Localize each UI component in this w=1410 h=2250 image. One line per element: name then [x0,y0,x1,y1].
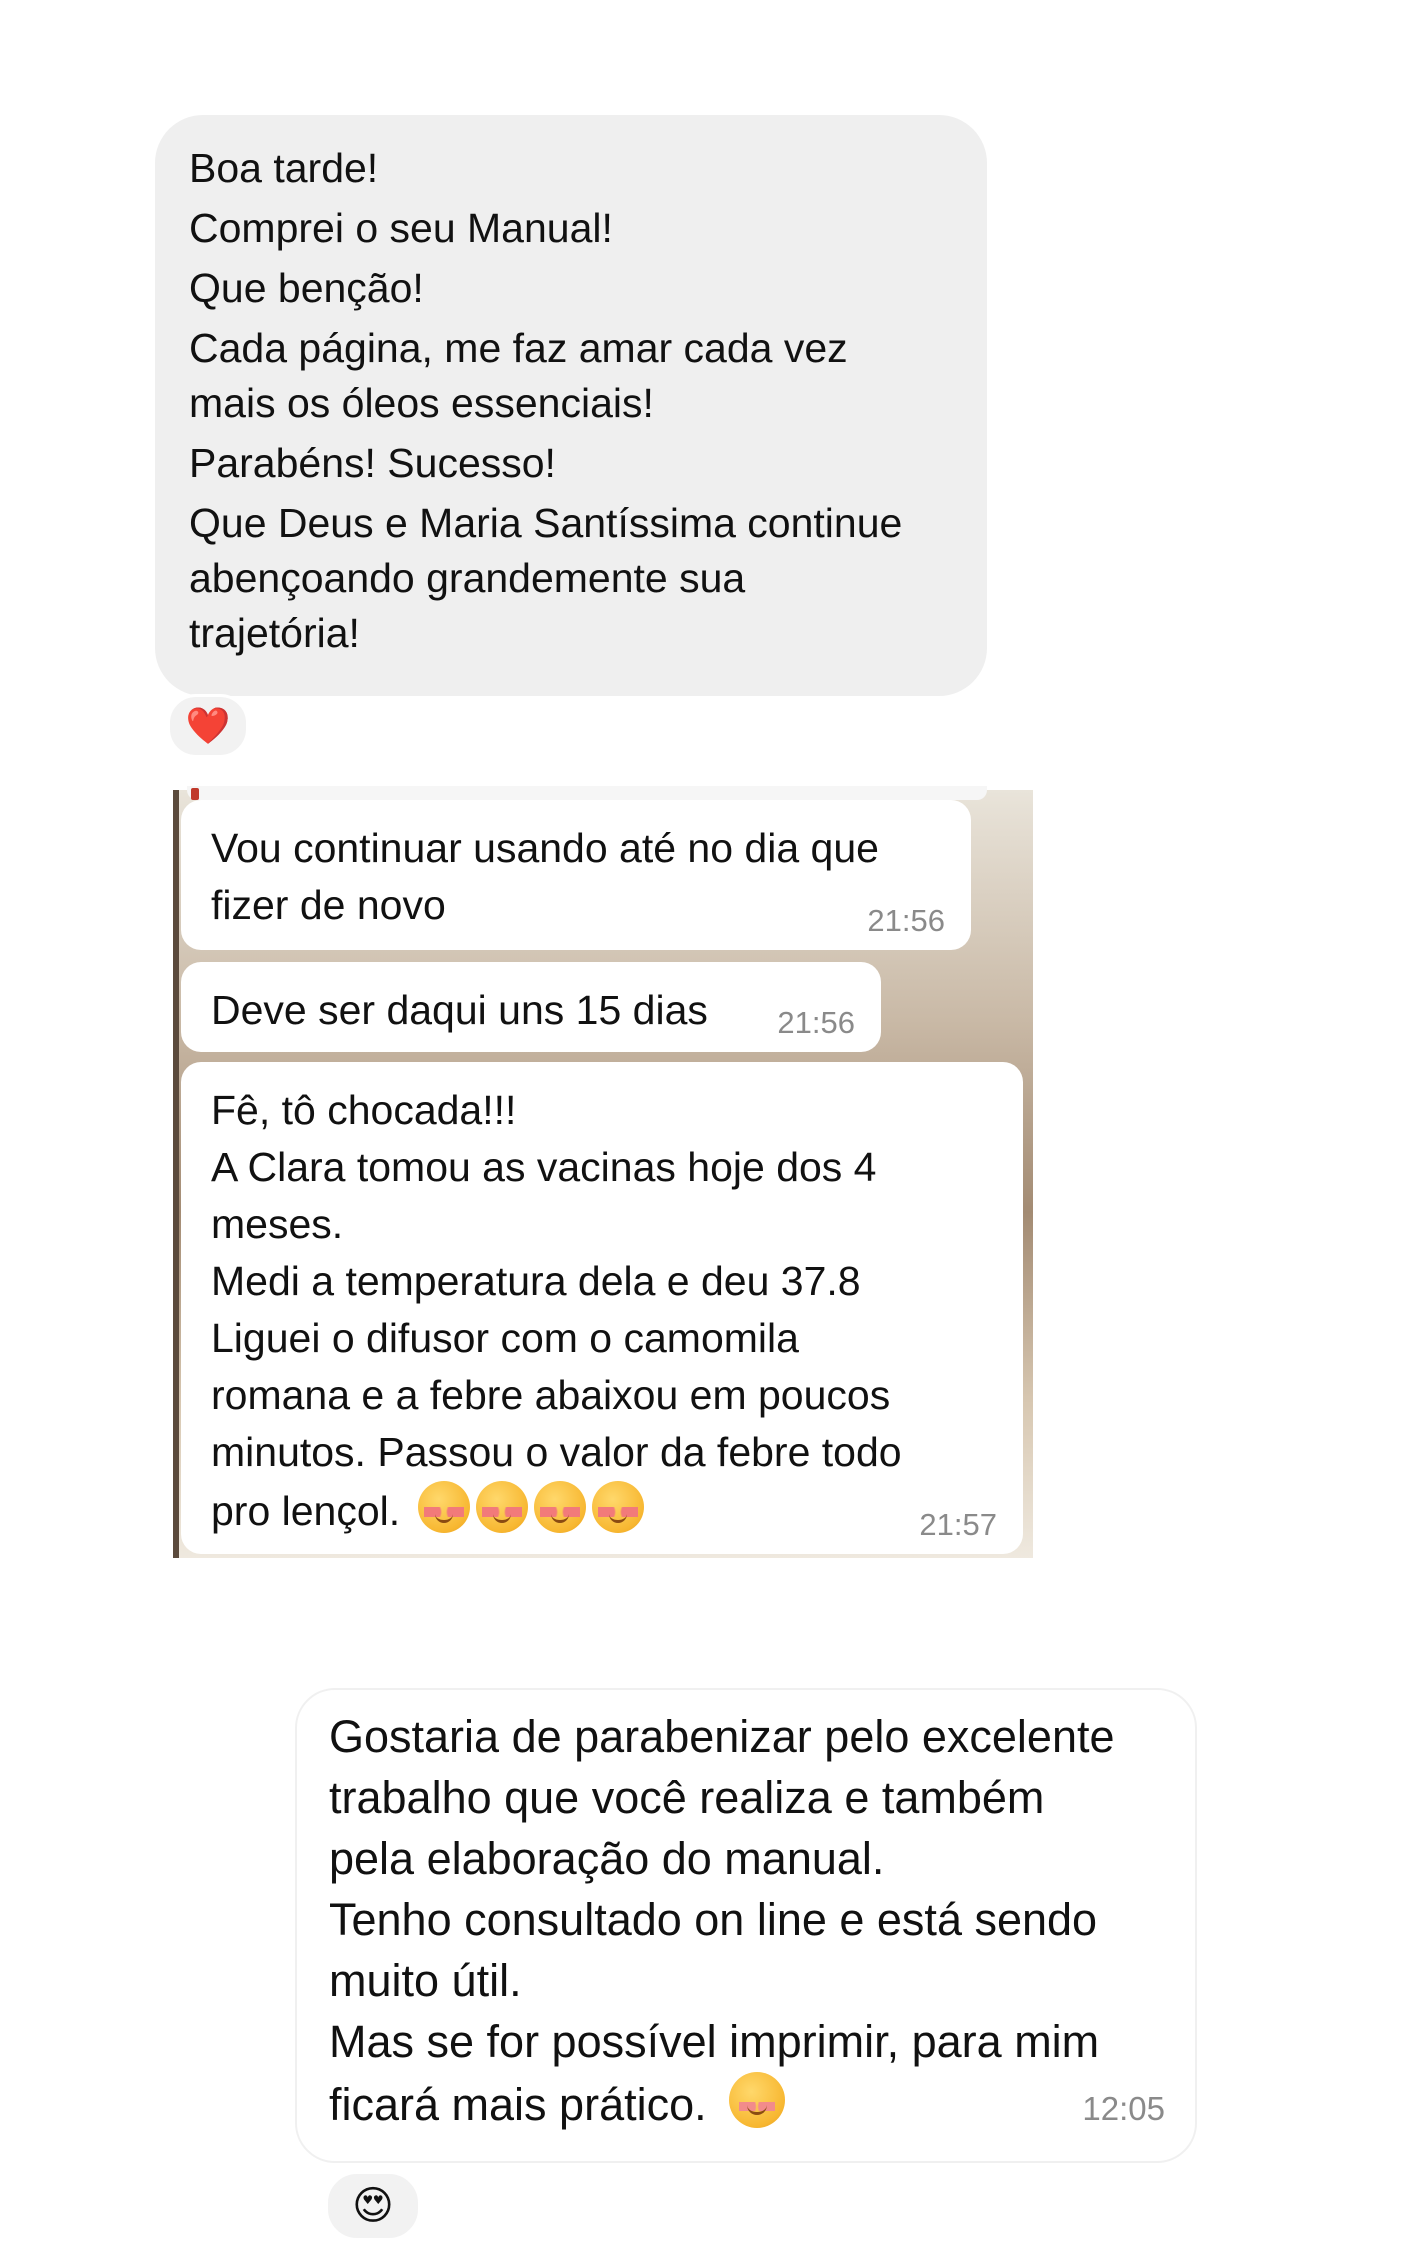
message-timestamp: 21:57 [919,1507,997,1542]
message-bubble [155,115,987,696]
message-paragraph [189,201,953,256]
message-line: Gostaria de parabenizar pelo excelente [329,1711,1115,1762]
previous-message-edge [187,786,987,800]
message-line: Medi a temperatura dela e deu 37.8 [211,1258,861,1304]
message-line: abençoando grandemente sua [189,555,746,601]
message-line: A Clara tomou as vacinas hoje dos 4 [211,1144,877,1190]
chat-message [181,1062,1023,1554]
heart-eyes-icon[interactable] [325,2171,421,2241]
testimonial-2-whatsapp-screenshot [173,790,1033,1570]
message-line: meses. [211,1201,344,1247]
message-line: muito útil. [329,1955,522,2006]
reply-accent-mark [191,788,199,800]
message-line: Comprei o seu Manual! [189,205,613,251]
message-line-with-emoji [211,1481,995,1540]
message-timestamp: 21:56 [867,903,945,938]
smiling-face-with-hearts-icon [476,1481,528,1533]
message-paragraph [189,436,953,491]
message-line: Fê, tô chocada!!! [211,1087,517,1133]
reaction-emoji: ❤️ [185,705,231,746]
reaction-emoji: 😍 [352,2184,394,2228]
message-line: Boa tarde! [189,145,379,191]
chat-message [181,962,881,1052]
message-line: Que Deus e Maria Santíssima continue [189,500,903,546]
emoji-text [719,2072,720,2073]
message-timestamp: 12:05 [1082,2090,1165,2127]
message-line: pela elaboração do manual. [329,1833,885,1884]
message-line: Cada página, me faz amar cada vez [189,325,848,371]
smiling-face-with-hearts-icon [592,1481,644,1533]
testimonial-3 [295,1688,1197,2228]
red-heart-icon[interactable] [167,694,249,758]
chat-message [181,800,971,950]
message-line-with-emoji [329,2072,1161,2135]
message-line: Mas se for possível imprimir, para mim [329,2016,1100,2067]
message-line: minutos. Passou o valor da febre todo [211,1429,902,1475]
message-line: Parabéns! Sucesso! [189,440,556,486]
message-bubble [295,1688,1197,2163]
message-line: Liguei o difusor com o camomila [211,1315,799,1361]
message-line: Vou continuar usando até no dia que [211,825,879,871]
message-text: ficará mais prático. [329,2079,707,2130]
message-line: Que benção! [189,265,424,311]
smiling-face-icon [729,2072,785,2128]
smiling-face-with-hearts-icon [534,1481,586,1533]
message-paragraph [189,141,953,196]
message-paragraph [189,496,953,661]
message-paragraph [189,321,953,431]
message-line: Deve ser daqui uns 15 dias [211,987,708,1033]
message-line: Tenho consultado on line e está sendo [329,1894,1098,1945]
message-paragraph [189,261,953,316]
message-line: fizer de novo [211,882,446,928]
testimonial-1 [155,115,987,746]
message-line: mais os óleos essenciais! [189,380,654,426]
smiling-face-with-hearts-icon [418,1481,470,1533]
emoji-text [412,1481,413,1482]
message-line: trajetória! [189,610,360,656]
wallpaper-edge [173,790,179,1558]
message-timestamp: 21:56 [777,1005,855,1040]
message-line: trabalho que você realiza e também [329,1772,1045,1823]
message-text: pro lençol. [211,1488,401,1534]
message-line: romana e a febre abaixou em poucos [211,1372,891,1418]
